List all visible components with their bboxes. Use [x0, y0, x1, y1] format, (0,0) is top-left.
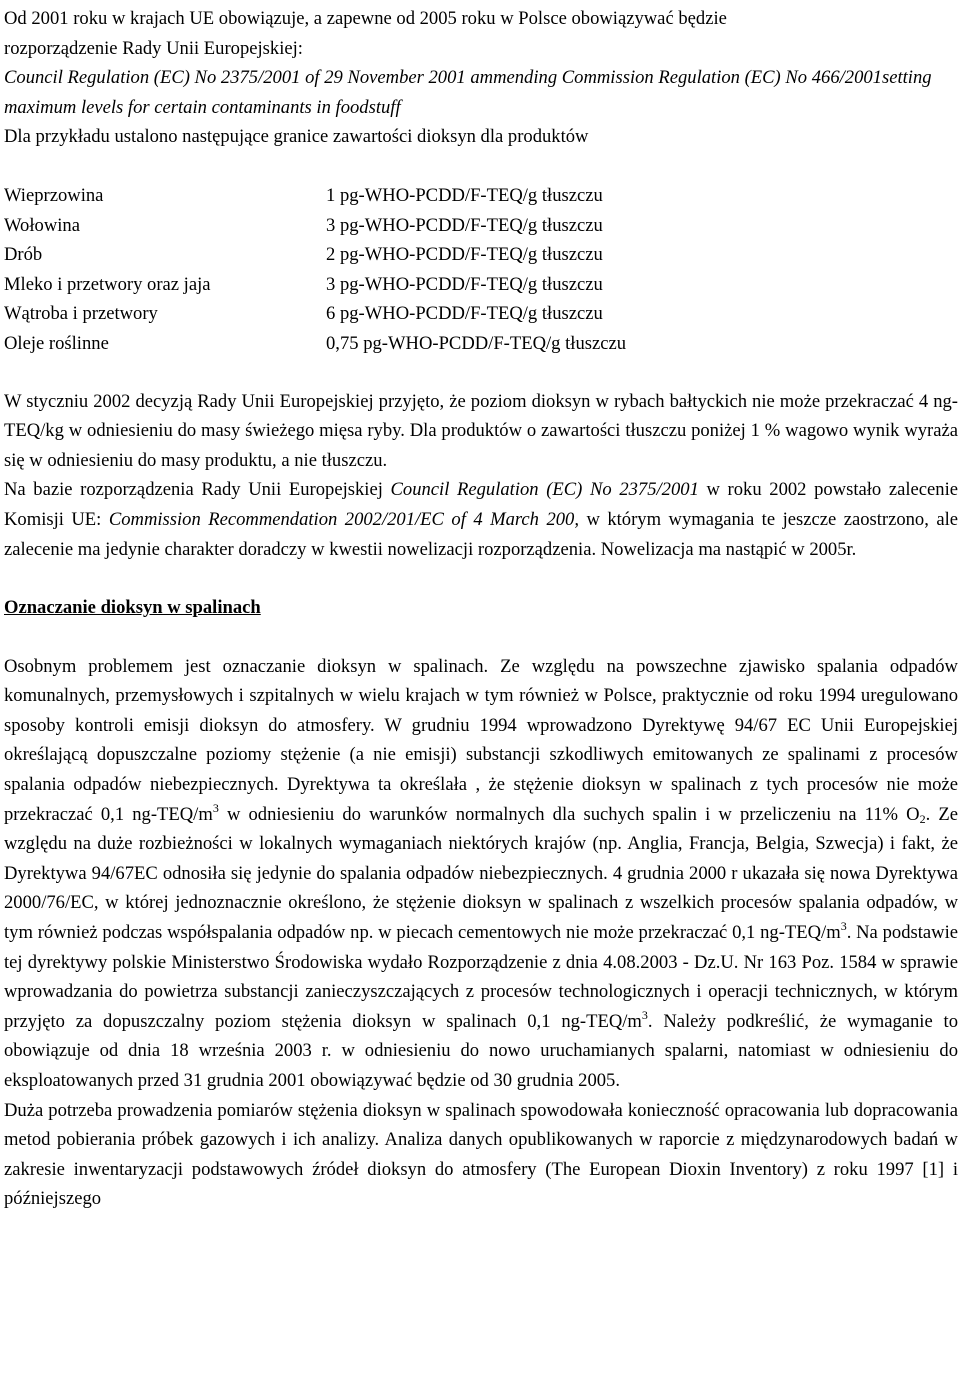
paragraph-baltic-fish: W styczniu 2002 decyzją Rady Unii Europejskiej przyjęto, że poziom dioksyn w rybach bałtyckich nie może przekraczać 4 ng-TEQ/kg w odniesieniu do masy świeżego mięsa ryby. Dla produktów o zawartości tłuszczu poniżej 1 % wagowo wynik wyraża się w odniesieniu do masy produktu, a nie tłuszczu. — [4, 390, 958, 471]
regulation-reference-text: Council Regulation (EC) No 2375/2001 of 29 November 2001 ammending Commission Regulation (EC) No 466/2001setting maximum levels for certain contaminants in foodstuff — [4, 67, 932, 118]
emissions-sup-1: 3 — [212, 800, 219, 815]
intro-line-2: rozporządzenie Rady Unii Europejskiej: — [4, 37, 303, 59]
recommendation-italic-2: Commission Recommendation 2002/201/EC of 4 March 200, — [108, 508, 579, 530]
emissions-text-5: . Należy podkreślić, że wymaganie to obowiązuje od dnia 18 września 2003 r. w odniesieniu do nowo uruchamianych spalarni, natomiast w odniesieniu do eksploatowanych przed 31 grudnia 2001 obowiązywać będzie od 30 grudnia 2005. — [4, 1010, 958, 1091]
limit-product: Drób — [4, 244, 43, 266]
limit-product: Wieprzowina — [4, 184, 104, 206]
section-heading: Oznaczanie dioksyn w spalinach — [4, 597, 261, 619]
limit-value: 3 pg-WHO-PCDD/F-TEQ/g tłuszczu — [326, 273, 603, 295]
limit-value: 6 pg-WHO-PCDD/F-TEQ/g tłuszczu — [326, 303, 603, 325]
emissions-sup-3: 3 — [641, 1007, 648, 1022]
recommendation-italic-1: Council Regulation (EC) No 2375/2001 — [390, 479, 699, 501]
limit-value: 1 pg-WHO-PCDD/F-TEQ/g tłuszczu — [326, 184, 603, 206]
intro-line-1: Od 2001 roku w krajach UE obowiązuje, a zapewne od 2005 roku w Polsce obowiązywać będzie — [4, 8, 727, 29]
limit-product: Mleko i przetwory oraz jaja — [4, 273, 211, 295]
emissions-sub-1: 2 — [919, 811, 926, 826]
emissions-text-4: . Na podstawie tej dyrektywy polskie Ministerstwo Środowiska wydało Rozporządzenie z dnia 4.08.2003 - Dz.U. Nr 163 Poz. 1584 w sprawie wprowadzania do powietrza substancji zanieczyszczających z procesów technologicznych i operacji technicznych, w którym przyjęto za dopuszczalny poziom stężenia dioksyn w spalinach 0,1 ng-TEQ/m — [4, 922, 958, 1032]
limit-value: 0,75 pg-WHO-PCDD/F-TEQ/g tłuszczu — [326, 332, 627, 354]
recommendation-text-1: Na bazie rozporządzenia Rady Unii Europejskiej — [4, 479, 391, 501]
regulation-reference — [4, 63, 958, 122]
intro-examples-line: Dla przykładu ustalono następujące granice zawartości dioksyn dla produktów — [4, 126, 589, 148]
limit-value: 3 pg-WHO-PCDD/F-TEQ/g tłuszczu — [326, 214, 603, 236]
emissions-text-2: w odniesieniu do warunków normalnych dla suchych spalin i w przeliczeniu na 11% O — [218, 803, 920, 825]
emissions-text-3: . Ze względu na duże rozbieżności w lokalnych wymaganiach niektórych krajów (np. Anglia, Francja, Belgia, Szwecja) i fakt, że Dyrektywa 94/67EC odnosiła się jedynie do spalania odpadów niebezpiecznych. 4 grudnia 2000 r ukazała się nowa Dyrektywa 2000/76/EC, w której jednoznacznie określono, że stężenie dioksyn w spalinach z wszelkich procesów spalania odpadów, w tym również podczas współspalania odpadów np. w piecach cementowych nie może przekraczać 0,1 ng-TEQ/m — [4, 803, 958, 944]
paragraph-commission-recommendation — [4, 475, 958, 564]
limit-value: 2 pg-WHO-PCDD/F-TEQ/g tłuszczu — [326, 244, 603, 266]
paragraph-emissions — [4, 652, 958, 1096]
recommendation-text-3: w którym wymagania te jeszcze zaostrzono, ale zalecenie ma jedynie charakter doradczy w kwestii nowelizacji rozporządzenia. Nowelizacja ma nastąpić w 2005r. — [4, 508, 959, 560]
emissions-sup-2: 3 — [840, 919, 847, 934]
limit-product: Wątroba i przetwory — [4, 303, 158, 325]
limit-product: Wołowina — [4, 214, 80, 236]
recommendation-text-2: w roku 2002 powstało zalecenie Komisji UE: — [4, 479, 958, 530]
paragraph-final: Duża potrzeba prowadzenia pomiarów stężenia dioksyn w spalinach spowodowała konieczność opracowania lub dopracowania metod pobierania próbek gazowych i ich analizy. Analiza danych opublikowanych w raporcie z międzynarodowych badań w zakresie inwentaryzacji podstawowych źródeł dioksyn do atmosfery (The European Dioxin Inventory) z roku 1997 [1] i późniejszego — [4, 1099, 958, 1210]
limit-product: Oleje roślinne — [4, 332, 109, 354]
emissions-text-1: Osobnym problemem jest oznaczanie dioksyn w spalinach. Ze względu na powszechne zjawisko spalania odpadów komunalnych, przemysłowych i szpitalnych w wielu krajach w tym również w Polsce, praktycznie od roku 1994 uregulowano sposoby kontroli emisji dioksyn do atmosfery. W grudniu 1994 wprowadzono Dyrektywę 94/67 EC Unii Europejskiej określającą dopuszczalne poziomy stężenie (a nie emisji) substancji szkodliwych emitowanych ze spalinami z procesów spalania odpadów niebezpiecznych. Dyrektywa ta określała , że stężenie dioksyn w spalinach z tych procesów nie może przekraczać 0,1 ng-TEQ/m — [4, 655, 958, 825]
dioxin-limits-table — [4, 181, 958, 359]
